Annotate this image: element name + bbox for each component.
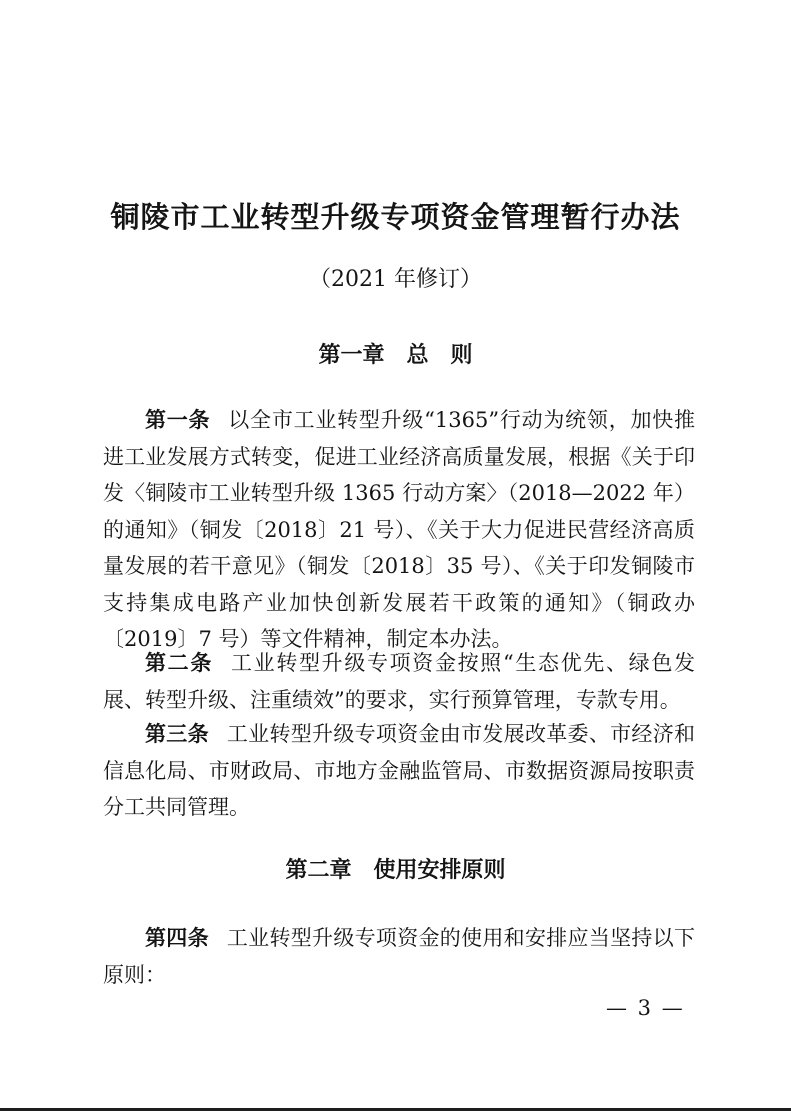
chapter-name: 总 则 <box>406 343 473 368</box>
document-subtitle: （2021 年修订） <box>309 267 482 292</box>
article-label: 第三条 <box>145 722 209 746</box>
chapter-heading <box>0 338 791 369</box>
article-label: 第二条 <box>145 651 213 675</box>
page-number: — 3 — <box>606 996 685 1020</box>
article-text: 工业转型升级专项资金按照“生态优先、绿色发展、转型升级、注重绩效”的要求，实行预算管理，专款专用。 <box>103 651 696 712</box>
article-paragraph <box>103 920 695 993</box>
chapter-number: 第一章 <box>318 343 385 368</box>
chapter-name: 使用安排原则 <box>373 858 506 883</box>
article-text: 以全市工业转型升级“1365”行动为统领，加快推进工业发展方式转变，促进工业经济高质量发展，根据《关于印发〈铜陵市工业转型升级 1365 行动方案〉（2018—2022 年）的通知》（铜发〔2018〕21 号）、《关于大力促进民营经济高质量发展的若干意见》（铜发〔2018〕35 号）、《关于印发铜陵市支持集成电路产业加快创新发展若干政策的通知》（铜政办〔2019〕7 号）等文件精神，制定本办法。 <box>103 408 695 651</box>
article-paragraph <box>103 402 695 658</box>
article-paragraph <box>103 645 695 718</box>
article-label: 第四条 <box>145 926 209 950</box>
document-title: 铜陵市工业转型升级专项资金管理暂行办法 <box>110 200 681 234</box>
chapter-heading <box>0 853 791 884</box>
article-text: 工业转型升级专项资金由市发展改革委、市经济和信息化局、市财政局、市地方金融监管局、市数据资源局按职责分工共同管理。 <box>103 722 695 819</box>
scan-edge-line <box>0 1108 791 1111</box>
article-label: 第一条 <box>145 408 211 432</box>
chapter-number: 第二章 <box>285 858 352 883</box>
article-text: 工业转型升级专项资金的使用和安排应当坚持以下原则： <box>103 926 695 987</box>
article-paragraph <box>103 716 695 826</box>
